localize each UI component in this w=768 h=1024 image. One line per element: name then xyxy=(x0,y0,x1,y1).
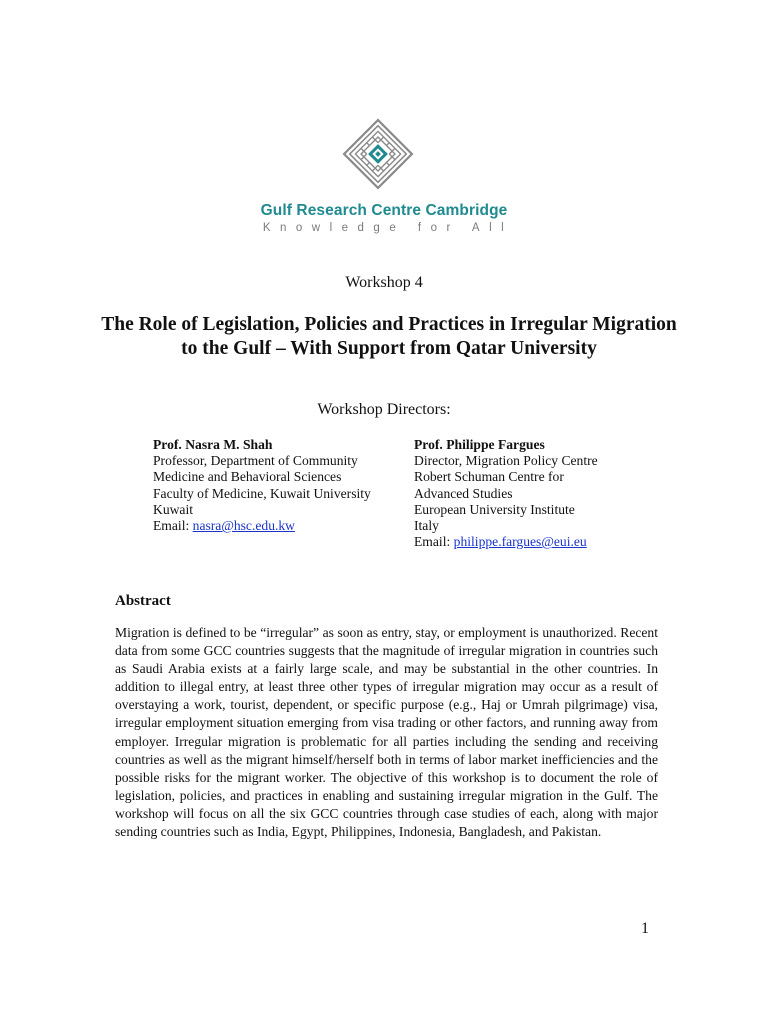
director-name: Prof. Philippe Fargues xyxy=(414,437,545,452)
org-name: Gulf Research Centre Cambridge xyxy=(260,202,508,219)
director-line: Medicine and Behavioral Sciences xyxy=(153,469,342,485)
director-line: Italy xyxy=(414,518,439,534)
square-kufic-logo-icon xyxy=(342,118,414,190)
director-fargues xyxy=(414,437,654,550)
email-label: Email: xyxy=(153,518,193,534)
document-title: The Role of Legislation, Policies and Practices in Irregular Migration to the Gulf – With Support from Qatar University xyxy=(101,314,677,359)
director-name: Prof. Nasra M. Shah xyxy=(153,437,273,452)
director-line: Director, Migration Policy Centre xyxy=(414,453,598,469)
director-shah xyxy=(153,437,403,534)
tagline: Knowledge for All xyxy=(262,222,514,234)
director-line: Robert Schuman Centre for xyxy=(414,469,564,485)
page-number: 1 xyxy=(641,920,649,937)
workshop-number: Workshop 4 xyxy=(345,274,423,291)
email-link-shah[interactable]: nasra@hsc.edu.kw xyxy=(192,518,295,534)
director-line: European University Institute xyxy=(414,501,575,517)
director-email-row xyxy=(414,534,654,550)
director-email-row xyxy=(153,518,403,534)
abstract-heading: Abstract xyxy=(115,593,171,609)
directors-heading: Workshop Directors: xyxy=(317,401,451,418)
email-label: Email: xyxy=(414,534,454,550)
director-line: Professor, Department of Community xyxy=(153,453,358,469)
director-line: Kuwait xyxy=(153,501,194,517)
email-link-fargues[interactable]: philippe.fargues@eui.eu xyxy=(453,534,587,550)
director-line: Faculty of Medicine, Kuwait University xyxy=(153,485,371,501)
director-line: Advanced Studies xyxy=(414,485,513,501)
abstract-body: Migration is defined to be “irregular” as soon as entry, stay, or employment is unauthorized. Recent data from some GCC countries suggests that the magnitude of irregular migration in countries such as Saudi Arabia exists at a fairly large scale, and may be substantial in the other countries. In addition to illegal entry, at least three other types of irregular migration may occur as a result of overstaying a work, tourist, dependent, or specific purpose (e.g., Haj or Umrah pilgrimage) visa, irregular employment situation emerging from visa trading or other factors, and running away from employer. Irregular migration is problematic for all parties including the sending and receiving countries as well as the migrant himself/herself both in terms of labor market inefficiencies and the possible risks for the migrant worker. The objective of this workshop is to document the role of legislation, policies, and practices in enabling and sustaining irregular migration in the Gulf. The workshop will focus on all the six GCC countries through case studies of each, along with major sending countries such as India, Egypt, Philippines, Indonesia, Bangladesh, and Pakistan. xyxy=(115,625,658,840)
